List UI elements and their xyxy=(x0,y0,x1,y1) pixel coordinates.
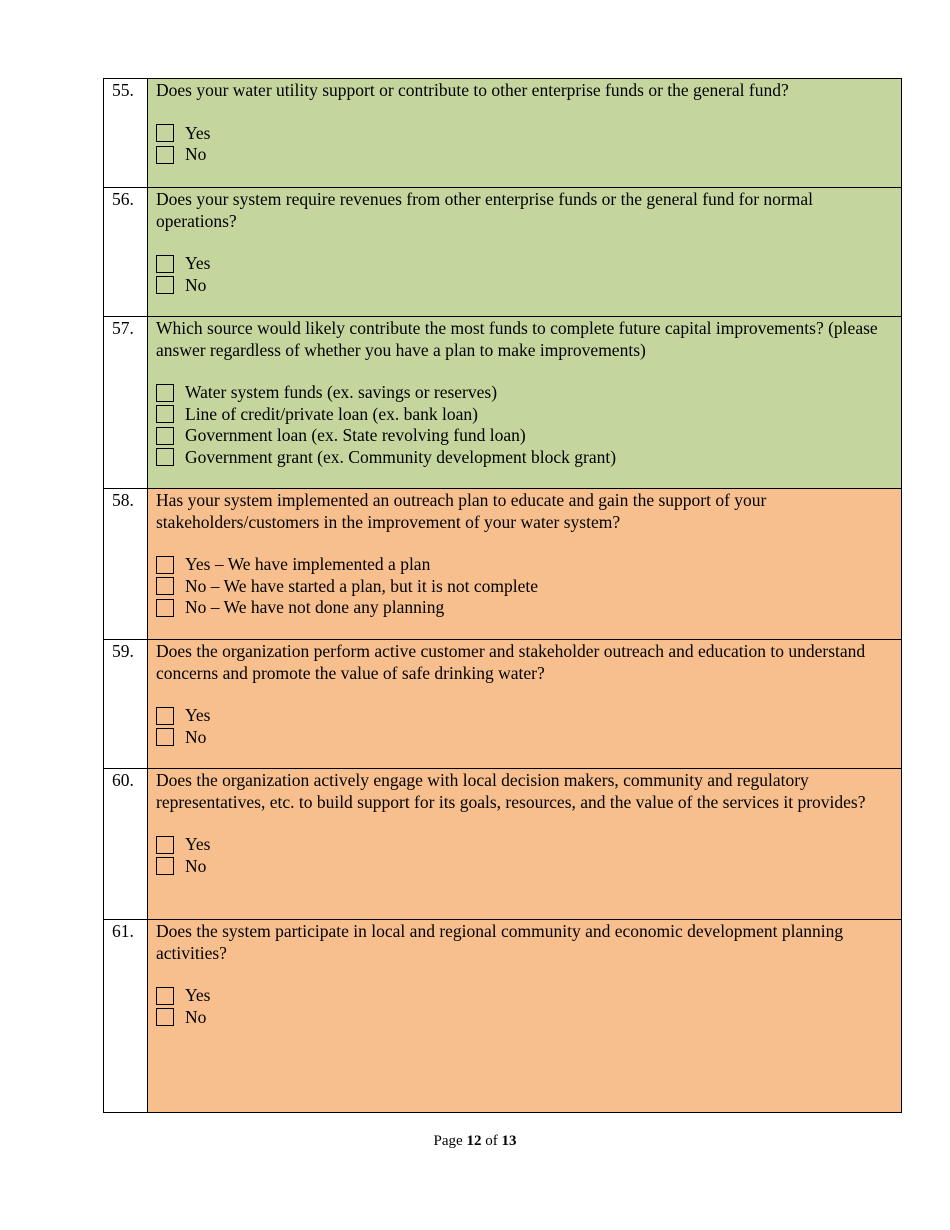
option-label: No xyxy=(185,855,207,876)
option-item xyxy=(156,123,893,145)
checkbox[interactable] xyxy=(156,146,174,164)
option-label: No xyxy=(185,274,207,295)
current-page-number: 12 xyxy=(466,1133,482,1149)
question-number: 57. xyxy=(104,317,148,489)
option-label: Yes xyxy=(185,985,211,1005)
checkbox[interactable] xyxy=(156,255,174,273)
option-label: Yes xyxy=(185,122,211,143)
question-cell xyxy=(148,640,902,769)
option-label: No xyxy=(185,726,207,747)
question-text: Does the organization actively engage with local decision makers, community and regulatory representatives, etc. to build support for its goals, resources, and the value of the services it provides? xyxy=(156,770,866,812)
question-cell xyxy=(148,79,902,188)
checkbox[interactable] xyxy=(156,836,174,854)
option-label: Yes xyxy=(185,705,211,725)
question-cell xyxy=(148,769,902,920)
question-text: Which source would likely contribute the most funds to complete future capital improvements? (please answer regardless of whether you have a plan to make improvements) xyxy=(156,318,878,360)
checkbox[interactable] xyxy=(156,707,174,725)
question-number: 58. xyxy=(104,489,148,640)
option-item xyxy=(156,1007,893,1029)
question-row xyxy=(104,640,902,769)
question-number: 61. xyxy=(104,920,148,1113)
question-row xyxy=(104,769,902,920)
checkbox[interactable] xyxy=(156,599,174,617)
checkbox[interactable] xyxy=(156,577,174,595)
option-label: Water system funds (ex. savings or reserves) xyxy=(185,382,498,402)
checkbox[interactable] xyxy=(156,857,174,875)
survey-table xyxy=(103,78,902,1113)
option-item xyxy=(156,404,893,426)
option-item xyxy=(156,597,893,619)
checkbox[interactable] xyxy=(156,987,174,1005)
option-label: Line of credit/private loan (ex. bank loan) xyxy=(185,403,479,424)
checkbox[interactable] xyxy=(156,448,174,466)
question-number: 59. xyxy=(104,640,148,769)
question-cell xyxy=(148,317,902,489)
option-item xyxy=(156,382,893,404)
option-label: Yes xyxy=(185,253,211,273)
checkbox[interactable] xyxy=(156,405,174,423)
checkbox[interactable] xyxy=(156,556,174,574)
page-word: Page xyxy=(433,1133,463,1149)
question-row xyxy=(104,920,902,1113)
total-pages-number: 13 xyxy=(501,1133,517,1149)
of-word: of xyxy=(485,1133,498,1149)
question-cell xyxy=(148,489,902,640)
question-text: Has your system implemented an outreach plan to educate and gain the support of your stakeholders/customers in the improvement of your water system? xyxy=(156,490,767,532)
question-text: Does your water utility support or contribute to other enterprise funds or the general fund? xyxy=(156,80,789,100)
checkbox[interactable] xyxy=(156,276,174,294)
options-list xyxy=(156,705,893,748)
option-item xyxy=(156,576,893,598)
option-label: No xyxy=(185,144,207,164)
checkbox[interactable] xyxy=(156,384,174,402)
question-row xyxy=(104,489,902,640)
option-label: No – We have not done any planning xyxy=(185,597,445,617)
option-label: Yes – We have implemented a plan xyxy=(185,554,431,574)
options-list xyxy=(156,985,893,1028)
question-cell xyxy=(148,920,902,1113)
question-number: 56. xyxy=(104,188,148,317)
question-number: 55. xyxy=(104,79,148,188)
checkbox[interactable] xyxy=(156,728,174,746)
question-text: Does your system require revenues from other enterprise funds or the general fund for normal operations? xyxy=(156,189,814,231)
option-label: Yes xyxy=(185,834,211,854)
question-row xyxy=(104,188,902,317)
option-item xyxy=(156,727,893,749)
options-list xyxy=(156,253,893,296)
option-item xyxy=(156,447,893,469)
question-cell xyxy=(148,188,902,317)
option-item xyxy=(156,985,893,1007)
option-item xyxy=(156,834,893,856)
option-label: Government grant (ex. Community development block grant) xyxy=(185,446,617,467)
options-list xyxy=(156,382,893,468)
option-label: No – We have started a plan, but it is not complete xyxy=(185,575,539,596)
option-item xyxy=(156,705,893,727)
option-label: Government loan (ex. State revolving fund loan) xyxy=(185,425,526,445)
options-list xyxy=(156,123,893,166)
option-item xyxy=(156,275,893,297)
question-text: Does the system participate in local and regional community and economic development planning activities? xyxy=(156,921,844,963)
checkbox[interactable] xyxy=(156,1008,174,1026)
option-label: No xyxy=(185,1006,207,1027)
page-footer xyxy=(0,1133,950,1150)
option-item xyxy=(156,554,893,576)
question-number: 60. xyxy=(104,769,148,920)
option-item xyxy=(156,425,893,447)
options-list xyxy=(156,834,893,877)
options-list xyxy=(156,554,893,619)
option-item xyxy=(156,144,893,166)
question-row xyxy=(104,317,902,489)
question-text: Does the organization perform active customer and stakeholder outreach and education to understand concerns and promote the value of safe drinking water? xyxy=(156,641,866,683)
checkbox[interactable] xyxy=(156,427,174,445)
question-row xyxy=(104,79,902,188)
checkbox[interactable] xyxy=(156,124,174,142)
option-item xyxy=(156,856,893,878)
option-item xyxy=(156,253,893,275)
